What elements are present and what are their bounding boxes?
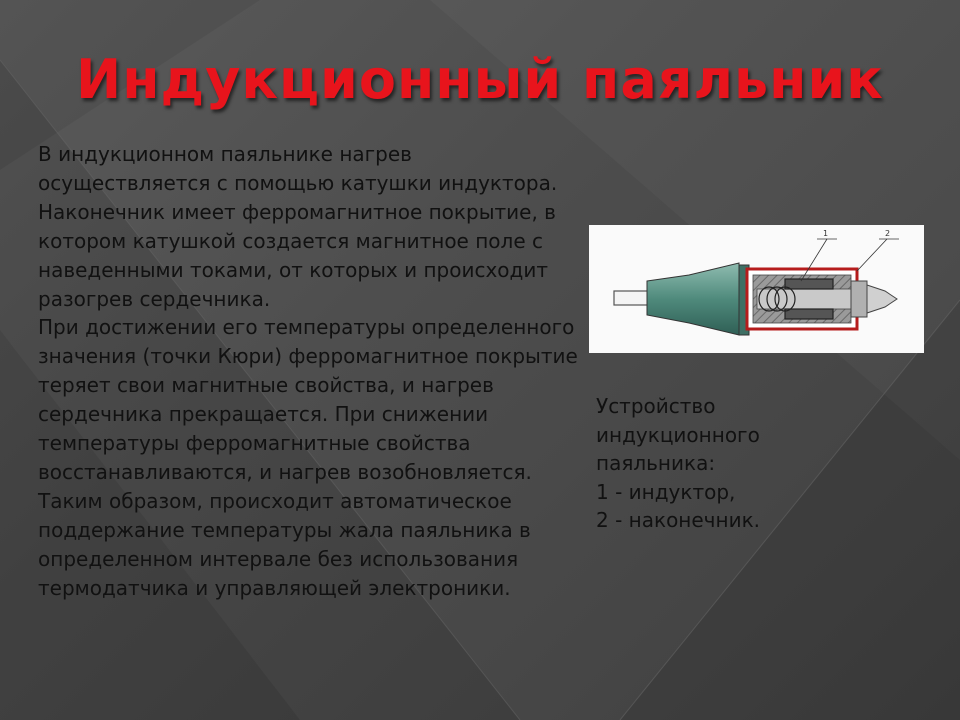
soldering-iron-drawing — [589, 225, 924, 353]
tip-point — [867, 285, 897, 313]
label-2: 2 — [885, 229, 891, 238]
caption-line-5: 2 - наконечник. — [596, 508, 761, 532]
caption-line-3: паяльника: — [596, 451, 716, 475]
paragraph-2: При достижении его температуры определенного значения (точки Кюри) ферромагнитное покрытие теряет свои магнитные свойства, и нагрев сердечника прекращается. При снижении температуры ферромагнитные свойства восстанавливаются, и нагрев возобновляется. Таким образом, происходит автоматическое поддержание температуры жала паяльника в определенном интервале без использования термодатчика и управляющей электроники. — [38, 315, 578, 600]
body-text — [38, 140, 583, 603]
paragraph-1: В индукционном паяльнике нагрев осуществляется с помощью катушки индуктора. Наконечник имеет ферромагнитное покрытие, в котором катушкой создается магнитное поле с наведенными токами, от которых и происходит разогрев сердечника. — [38, 142, 558, 311]
slide-title: Индукционный паяльник — [76, 48, 884, 111]
core — [757, 289, 852, 309]
caption-line-2: индукционного — [596, 422, 760, 447]
label-1: 1 — [823, 229, 829, 238]
figure-caption — [596, 392, 926, 535]
handle — [647, 263, 739, 335]
soldering-iron-diagram — [589, 225, 924, 353]
caption-line-4: 1 - индуктор, — [596, 479, 736, 504]
caption-line-1: Устройство — [596, 394, 716, 418]
rod — [614, 291, 650, 305]
